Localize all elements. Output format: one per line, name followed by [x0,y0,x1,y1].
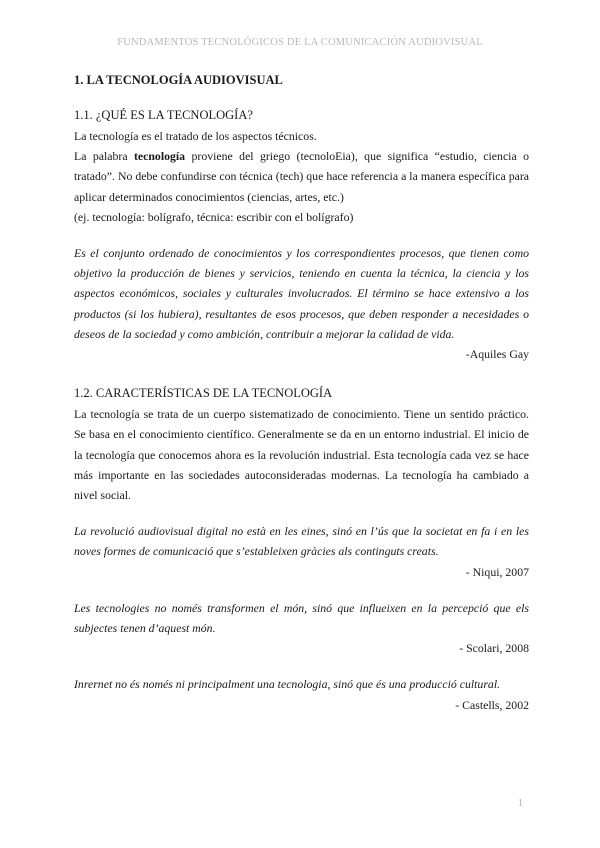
quote-author-castells: - Castells, 2002 [455,697,529,712]
quote-author-scolari: - Scolari, 2008 [459,641,529,656]
paragraph-definition: La tecnología es el tratado de los aspectos técnicos. [74,129,317,143]
running-header: FUNDAMENTOS TECNOLÓGICOS DE LA COMUNICACIÓN AUDIOVISUAL [117,37,483,48]
etymology-text: proviene del griego (tecnoloEia), que significa “estudio, ciencia o tratado”. No debe confundirse con técnica (tech) que hace referencia a la manera específica para aplicar determinados conocimientos (ciencias, artes, etc.) [74,149,529,204]
quote-gay: Es el conjunto ordenado de conocimientos y los correspondientes procesos, que tienen como objetivo la producción de bienes y servicios, teniendo en cuenta la técnica, la ciencia y los aspectos económicos, sociales y culturales involucrados. El término se hace extensivo a los productos (si los hubiera), resultantes de esos procesos, que deben responder a necesidades o deseos de la sociedad y como ambición, contribuir a mejorar la calidad de vida. [74,246,529,341]
quote-author-niqui: - Niqui, 2007 [465,564,529,579]
subsection-heading-1-2: 1.2. CARACTERÍSTICAS DE LA TECNOLOGÍA [74,386,333,401]
subsection-heading-1-1: 1.1. ¿QUÉ ES LA TECNOLOGÍA? [74,108,253,122]
section-title: 1. LA TECNOLOGÍA AUDIOVISUAL [74,73,283,87]
quote-scolari: Les tecnologies no només transformen el món, sinó que influeixen en la percepció que els subjectes tenen d’aquest món. [74,600,529,636]
quote-author-gay: -Aquiles Gay [465,347,529,362]
paragraph-characteristics: La tecnología se trata de un cuerpo sistematizado de conocimiento. Tiene un sentido práctico. Se basa en el conocimiento científico. Generalmente se da en un entorno industrial. El inicio de la tecnología que conocemos ahora es la revolución industrial. Esta tecnología cada vez se hace más importante en las sociedades autoconsideradas modernas. La tecnología ha cambiado a nivel social. [74,407,529,503]
quote-niqui: La revolució audiovisual digital no està en les eines, sinó en l’ús que la societat en fa i en les noves formes de comunicació que s’estableixen gràcies als continguts creats. [74,524,529,559]
page-number: 1 [518,798,523,809]
quote-castells: Inrernet no és només ni principalment una tecnologia, sinó que és una producció cultural. [74,677,501,692]
term-tecnologia: tecnología [133,149,186,164]
document-body [74,72,529,715]
paragraph-etymology [74,146,529,207]
paragraph-example: (ej. tecnología: bolígrafo, técnica: escribir con el bolígrafo) [74,209,354,224]
etymology-lead: La palabra [74,149,134,164]
